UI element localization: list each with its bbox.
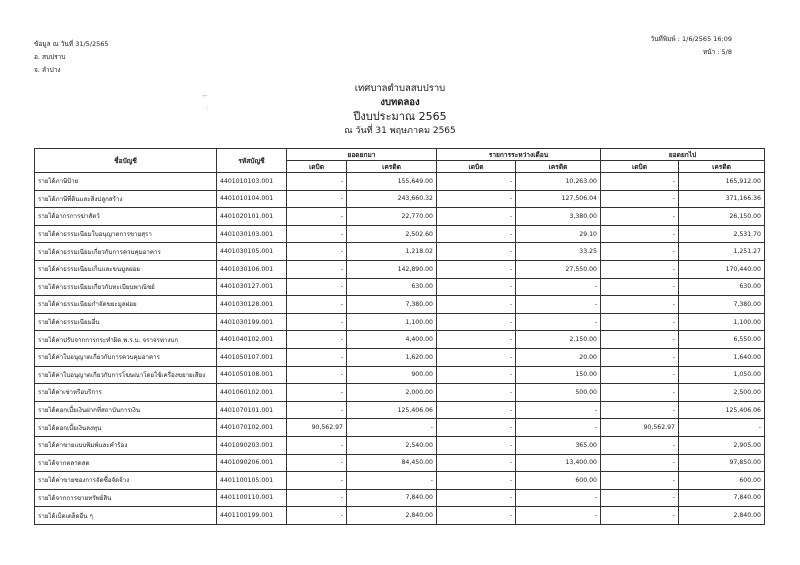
closing-credit-cell: 170,440.00 xyxy=(679,260,765,278)
closing-credit-cell: 26,150.00 xyxy=(679,208,765,226)
report-meta-left xyxy=(34,38,109,77)
trial-balance-table xyxy=(34,148,765,525)
closing-credit-cell: 1,100.00 xyxy=(679,313,765,331)
account-code-cell: 4401090206.001 xyxy=(217,454,287,472)
table-row xyxy=(35,313,765,331)
closing-credit-cell: 1,640.00 xyxy=(679,348,765,366)
account-code-cell: 4401070102.001 xyxy=(217,419,287,437)
opening-credit-cell: 22,770.00 xyxy=(347,208,437,226)
print-date: วันที่พิมพ์ : 1/6/2565 16:09 xyxy=(650,35,732,43)
account-code-cell: 4401050108.001 xyxy=(217,366,287,384)
month-credit-cell: 29.10 xyxy=(516,225,601,243)
opening-credit-cell: 2,540.00 xyxy=(347,436,437,454)
closing-debit-cell: - xyxy=(601,173,679,191)
table-row xyxy=(35,472,765,490)
month-credit-cell: 27,550.00 xyxy=(516,260,601,278)
account-name-cell: รายได้ค่าธรรมเนียมเกี่ยวกับทะเบียนพาณิชย์ xyxy=(35,278,217,296)
month-debit-cell: - xyxy=(437,401,516,419)
closing-debit-cell: - xyxy=(601,190,679,208)
col-opening-debit: เดบิต xyxy=(287,161,347,173)
month-debit-cell: - xyxy=(437,243,516,261)
opening-debit-cell: 90,562.97 xyxy=(287,419,347,437)
closing-debit-cell: - xyxy=(601,436,679,454)
month-debit-cell: - xyxy=(437,296,516,314)
col-closing-credit: เครดิต xyxy=(679,161,765,173)
table-row xyxy=(35,331,765,349)
month-debit-cell: - xyxy=(437,454,516,472)
month-credit-cell: - xyxy=(516,401,601,419)
account-code-cell: 4401040102.001 xyxy=(217,331,287,349)
closing-debit-cell: - xyxy=(601,331,679,349)
table-row xyxy=(35,348,765,366)
closing-credit-cell: 2,840.00 xyxy=(679,507,765,525)
opening-debit-cell: - xyxy=(287,454,347,472)
closing-credit-cell: 7,840.00 xyxy=(679,489,765,507)
opening-debit-cell: - xyxy=(287,296,347,314)
account-code-cell: 4401030103.001 xyxy=(217,225,287,243)
opening-debit-cell: - xyxy=(287,313,347,331)
month-debit-cell: - xyxy=(437,190,516,208)
month-debit-cell: - xyxy=(437,173,516,191)
table-row xyxy=(35,436,765,454)
account-name-cell: รายได้จากการขายทรัพย์สิน xyxy=(35,489,217,507)
closing-debit-cell: - xyxy=(601,384,679,402)
opening-credit-cell: 84,450.00 xyxy=(347,454,437,472)
report-name: งบทดลอง xyxy=(380,97,420,108)
opening-debit-cell: - xyxy=(287,489,347,507)
table-row xyxy=(35,190,765,208)
table-row xyxy=(35,401,765,419)
closing-debit-cell: - xyxy=(601,454,679,472)
account-name-cell: รายได้ค่าใบอนุญาตเกี่ยวกับการควบคุมอาคาร xyxy=(35,348,217,366)
closing-credit-cell: 6,550.00 xyxy=(679,331,765,349)
closing-debit-cell: - xyxy=(601,208,679,226)
closing-debit-cell: - xyxy=(601,472,679,490)
table-body xyxy=(35,173,765,525)
opening-debit-cell: - xyxy=(287,190,347,208)
col-month-debit: เดบิต xyxy=(437,161,516,173)
opening-credit-cell: 2,000.00 xyxy=(347,384,437,402)
report-meta-right xyxy=(650,33,732,59)
table-row xyxy=(35,366,765,384)
opening-credit-cell: 1,620.00 xyxy=(347,348,437,366)
closing-credit-cell: 2,905.00 xyxy=(679,436,765,454)
month-credit-cell: - xyxy=(516,296,601,314)
account-code-cell: 4401100110.001 xyxy=(217,489,287,507)
account-name-cell: รายได้เบ็ดเตล็ดอื่น ๆ xyxy=(35,507,217,525)
account-name-cell: รายได้ค่าปรับจากการกระทำผิด พ.ร.บ. จราจรทางบก xyxy=(35,331,217,349)
month-credit-cell: - xyxy=(516,419,601,437)
page-number: หน้า : 5/8 xyxy=(702,48,732,56)
opening-debit-cell: - xyxy=(287,331,347,349)
month-credit-cell: 127,506.04 xyxy=(516,190,601,208)
closing-credit-cell: 1,251.27 xyxy=(679,243,765,261)
district: อ. สบปราบ xyxy=(34,53,66,61)
closing-credit-cell: 165,912.00 xyxy=(679,173,765,191)
table-row xyxy=(35,208,765,226)
account-name-cell: รายได้ค่าขายซองการจัดซื้อจัดจ้าง xyxy=(35,472,217,490)
month-credit-cell: - xyxy=(516,507,601,525)
closing-debit-cell: - xyxy=(601,313,679,331)
account-name-cell: รายได้ค่าธรรมเนียมเกี่ยวกับการควบคุมอาคาร xyxy=(35,243,217,261)
month-debit-cell: - xyxy=(437,384,516,402)
month-debit-cell: - xyxy=(437,260,516,278)
month-credit-cell: 150.00 xyxy=(516,366,601,384)
closing-debit-cell: - xyxy=(601,225,679,243)
account-code-cell: 4401020101.001 xyxy=(217,208,287,226)
opening-credit-cell: 142,890.00 xyxy=(347,260,437,278)
closing-debit-cell: - xyxy=(601,401,679,419)
month-credit-cell: 600.00 xyxy=(516,472,601,490)
table-row xyxy=(35,419,765,437)
closing-debit-cell: - xyxy=(601,489,679,507)
table-row xyxy=(35,278,765,296)
closing-credit-cell: 630.00 xyxy=(679,278,765,296)
month-debit-cell: - xyxy=(437,278,516,296)
col-opening-credit: เครดิต xyxy=(347,161,437,173)
opening-debit-cell: - xyxy=(287,366,347,384)
opening-debit-cell: - xyxy=(287,472,347,490)
report-title-block xyxy=(0,82,800,138)
account-name-cell: รายได้ค่าธรรมเนียมใบอนุญาตการขายสุรา xyxy=(35,225,217,243)
table-row xyxy=(35,260,765,278)
account-code-cell: 4401060102.001 xyxy=(217,384,287,402)
month-credit-cell: 13,400.00 xyxy=(516,454,601,472)
table-row xyxy=(35,173,765,191)
table-row xyxy=(35,454,765,472)
account-name-cell: รายได้ค่าขายแบบพิมพ์และคำร้อง xyxy=(35,436,217,454)
closing-debit-cell: - xyxy=(601,296,679,314)
table-row xyxy=(35,489,765,507)
account-code-cell: 4401100105.001 xyxy=(217,472,287,490)
month-debit-cell: - xyxy=(437,331,516,349)
data-as-of: ข้อมูล ณ วันที่ 31/5/2565 xyxy=(34,40,109,48)
col-account-code: รหัสบัญชี xyxy=(217,149,287,173)
opening-debit-cell: - xyxy=(287,384,347,402)
account-name-cell: รายได้จากตลาดสด xyxy=(35,454,217,472)
month-credit-cell: - xyxy=(516,278,601,296)
table-row xyxy=(35,384,765,402)
closing-credit-cell: 1,050.00 xyxy=(679,366,765,384)
account-name-cell: รายได้ภาษีป้าย xyxy=(35,173,217,191)
opening-credit-cell: 243,660.32 xyxy=(347,190,437,208)
month-debit-cell: - xyxy=(437,507,516,525)
opening-debit-cell: - xyxy=(287,173,347,191)
account-code-cell: 4401030106.001 xyxy=(217,260,287,278)
opening-debit-cell: - xyxy=(287,348,347,366)
scan-mark: ⌐ xyxy=(202,92,208,100)
closing-credit-cell: 2,500.00 xyxy=(679,384,765,402)
month-credit-cell: 3,380.00 xyxy=(516,208,601,226)
opening-debit-cell: - xyxy=(287,225,347,243)
month-debit-cell: - xyxy=(437,489,516,507)
closing-debit-cell: - xyxy=(601,366,679,384)
opening-debit-cell: - xyxy=(287,208,347,226)
closing-debit-cell: - xyxy=(601,243,679,261)
scan-mark: ·: xyxy=(204,104,209,112)
opening-debit-cell: - xyxy=(287,507,347,525)
month-credit-cell: 33.25 xyxy=(516,243,601,261)
opening-credit-cell: 630.00 xyxy=(347,278,437,296)
account-name-cell: รายได้ค่าธรรมเนียมกำจัดขยะมูลฝอย xyxy=(35,296,217,314)
month-credit-cell: 365.00 xyxy=(516,436,601,454)
as-of-date: ณ วันที่ 31 พฤษภาคม 2565 xyxy=(344,126,456,136)
account-name-cell: รายได้ภาษีที่ดินและสิ่งปลูกสร้าง xyxy=(35,190,217,208)
opening-credit-cell: 1,100.00 xyxy=(347,313,437,331)
opening-credit-cell: - xyxy=(347,419,437,437)
closing-credit-cell: 97,850.00 xyxy=(679,454,765,472)
table-row xyxy=(35,225,765,243)
account-name-cell: รายได้ค่าธรรมเนียมเก็บและขนมูลฝอย xyxy=(35,260,217,278)
opening-debit-cell: - xyxy=(287,243,347,261)
opening-credit-cell: 125,406.06 xyxy=(347,401,437,419)
col-closing-debit: เดบิต xyxy=(601,161,679,173)
opening-credit-cell: 7,380.00 xyxy=(347,296,437,314)
opening-credit-cell: 155,649.00 xyxy=(347,173,437,191)
closing-debit-cell: - xyxy=(601,260,679,278)
month-credit-cell: 20.00 xyxy=(516,348,601,366)
fiscal-year: ปีงบประมาณ 2565 xyxy=(353,110,447,123)
closing-debit-cell: - xyxy=(601,507,679,525)
table-row xyxy=(35,296,765,314)
account-name-cell: รายได้อากรการฆ่าสัตว์ xyxy=(35,208,217,226)
col-month-credit: เครดิต xyxy=(516,161,601,173)
account-code-cell: 4401030105.001 xyxy=(217,243,287,261)
closing-credit-cell: 600.00 xyxy=(679,472,765,490)
month-credit-cell: - xyxy=(516,313,601,331)
organization-name: เทศบาลตำบลสบปราบ xyxy=(354,83,446,94)
month-credit-cell: 500.00 xyxy=(516,384,601,402)
account-code-cell: 4401070101.001 xyxy=(217,401,287,419)
account-code-cell: 4401010103.001 xyxy=(217,173,287,191)
account-code-cell: 4401030128.001 xyxy=(217,296,287,314)
closing-credit-cell: 7,380.00 xyxy=(679,296,765,314)
month-credit-cell: - xyxy=(516,489,601,507)
account-code-cell: 4401090203.001 xyxy=(217,436,287,454)
account-name-cell: รายได้ค่าเช่าหรือบริการ xyxy=(35,384,217,402)
closing-credit-cell: 125,406.06 xyxy=(679,401,765,419)
opening-credit-cell: 2,840.00 xyxy=(347,507,437,525)
month-debit-cell: - xyxy=(437,348,516,366)
account-name-cell: รายได้ดอกเบี้ยเงินลงทุน xyxy=(35,419,217,437)
col-during-month: รายการระหว่างเดือน xyxy=(437,149,601,161)
closing-debit-cell: - xyxy=(601,348,679,366)
table-row xyxy=(35,507,765,525)
account-name-cell: รายได้ค่าธรรมเนียมอื่น xyxy=(35,313,217,331)
closing-credit-cell: 2,531.70 xyxy=(679,225,765,243)
month-debit-cell: - xyxy=(437,436,516,454)
opening-debit-cell: - xyxy=(287,260,347,278)
opening-credit-cell: 1,218.02 xyxy=(347,243,437,261)
account-name-cell: รายได้ค่าใบอนุญาตเกี่ยวกับการโฆษณาโดยใช้เครื่องขยายเสียง xyxy=(35,366,217,384)
table-row xyxy=(35,243,765,261)
month-debit-cell: - xyxy=(437,472,516,490)
opening-debit-cell: - xyxy=(287,401,347,419)
month-credit-cell: 10,263.00 xyxy=(516,173,601,191)
account-code-cell: 4401030127.001 xyxy=(217,278,287,296)
opening-credit-cell: 7,840.00 xyxy=(347,489,437,507)
opening-debit-cell: - xyxy=(287,436,347,454)
opening-credit-cell: 2,502.60 xyxy=(347,225,437,243)
month-credit-cell: 2,150.00 xyxy=(516,331,601,349)
month-debit-cell: - xyxy=(437,366,516,384)
opening-credit-cell: 900.00 xyxy=(347,366,437,384)
closing-debit-cell: - xyxy=(601,278,679,296)
province: จ. ลำปาง xyxy=(34,66,61,74)
closing-credit-cell: - xyxy=(679,419,765,437)
col-account-name: ชื่อบัญชี xyxy=(35,149,217,173)
col-opening: ยอดยกมา xyxy=(287,149,437,161)
account-code-cell: 4401030199.001 xyxy=(217,313,287,331)
opening-credit-cell: 4,400.00 xyxy=(347,331,437,349)
closing-debit-cell: 90,562.97 xyxy=(601,419,679,437)
month-debit-cell: - xyxy=(437,419,516,437)
account-name-cell: รายได้ดอกเบี้ยเงินฝากที่สถาบันการเงิน xyxy=(35,401,217,419)
account-code-cell: 4401010104.001 xyxy=(217,190,287,208)
account-code-cell: 4401050107.001 xyxy=(217,348,287,366)
account-code-cell: 4401100199.001 xyxy=(217,507,287,525)
col-closing: ยอดยกไป xyxy=(601,149,765,161)
month-debit-cell: - xyxy=(437,208,516,226)
opening-debit-cell: - xyxy=(287,278,347,296)
month-debit-cell: - xyxy=(437,225,516,243)
closing-credit-cell: 371,166.36 xyxy=(679,190,765,208)
month-debit-cell: - xyxy=(437,313,516,331)
opening-credit-cell: - xyxy=(347,472,437,490)
